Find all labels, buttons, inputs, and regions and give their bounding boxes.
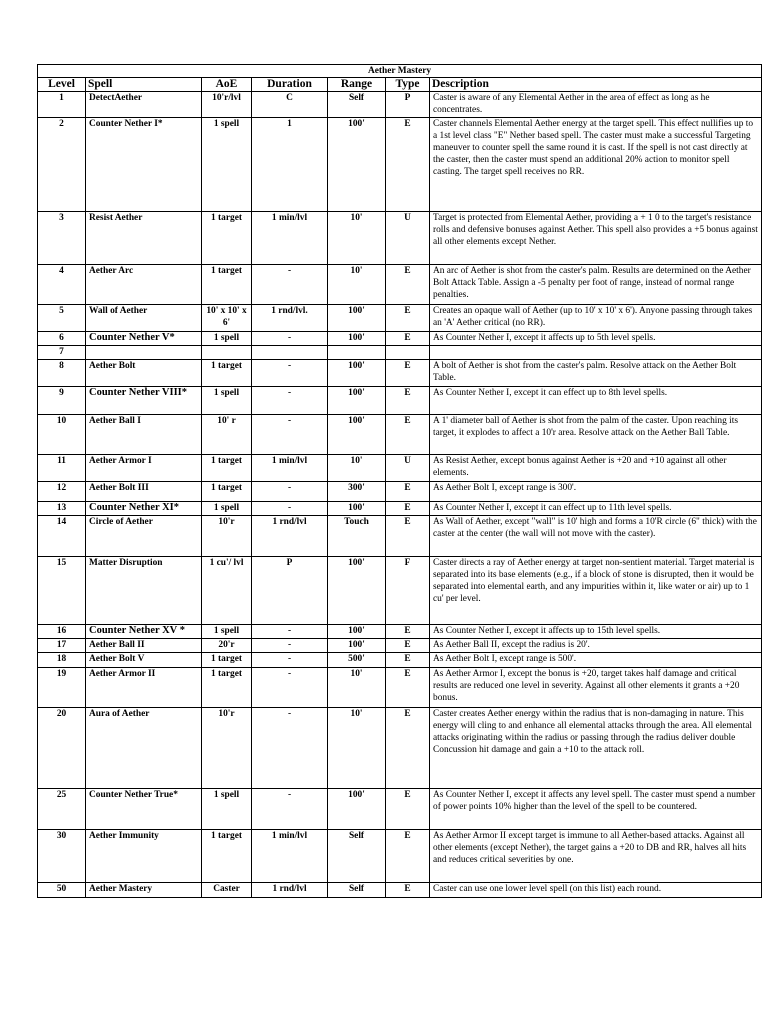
spell-name-cell: Aether Bolt V bbox=[86, 652, 202, 667]
type-cell: E bbox=[386, 624, 430, 638]
duration-cell: 1 bbox=[252, 117, 328, 211]
type-cell: P bbox=[386, 92, 430, 117]
type-cell: E bbox=[386, 481, 430, 501]
level-cell: 5 bbox=[38, 304, 86, 331]
description-cell: As Aether Armor II except target is immune to all Aether-based attacks. Against all other elements (except Nether), the target gains a +20 to DB and RR, halves all hits and reduces critical severities by one. bbox=[430, 829, 762, 882]
table-row bbox=[38, 331, 762, 345]
spell-name-cell: Counter Nether V* bbox=[86, 331, 202, 345]
spell-name-cell: Counter Nether XI* bbox=[86, 501, 202, 515]
aoe-cell: 1 spell bbox=[202, 501, 252, 515]
type-cell: E bbox=[386, 304, 430, 331]
table-row bbox=[38, 667, 762, 707]
range-cell: 100' bbox=[328, 117, 386, 211]
type-cell: E bbox=[386, 882, 430, 897]
type-cell: E bbox=[386, 707, 430, 788]
aoe-cell: 10' r bbox=[202, 414, 252, 454]
table-row bbox=[38, 788, 762, 829]
description-cell: As Counter Nether I, except it can effect up to 11th level spells. bbox=[430, 501, 762, 515]
aoe-cell: 1 target bbox=[202, 667, 252, 707]
range-cell: 100' bbox=[328, 386, 386, 414]
description-cell: As Aether Bolt I, except range is 500'. bbox=[430, 652, 762, 667]
table-row bbox=[38, 515, 762, 556]
description-cell: A 1' diameter ball of Aether is shot from the palm of the caster. Upon reaching its target, it explodes to affect a 10'r area. Resolve attack on the Aether Ball Table. bbox=[430, 414, 762, 454]
duration-cell: - bbox=[252, 667, 328, 707]
range-cell: 10' bbox=[328, 454, 386, 481]
description-cell: As Aether Armor I, except the bonus is +20, target takes half damage and critical results are reduced one level in severity. Against all other elements it grants a +20 bonus. bbox=[430, 667, 762, 707]
spell-name-cell: Aether Ball I bbox=[86, 414, 202, 454]
level-cell: 12 bbox=[38, 481, 86, 501]
duration-cell: 1 rnd/lvl bbox=[252, 882, 328, 897]
spell-name-cell: Aether Ball II bbox=[86, 638, 202, 652]
aoe-cell: 1 target bbox=[202, 652, 252, 667]
range-cell: Self bbox=[328, 882, 386, 897]
description-cell bbox=[430, 345, 762, 359]
header-spell: Spell bbox=[86, 78, 202, 92]
aoe-cell: 1 spell bbox=[202, 117, 252, 211]
table-row bbox=[38, 414, 762, 454]
spell-name-cell: Counter Nether VIII* bbox=[86, 386, 202, 414]
header-range: Range bbox=[328, 78, 386, 92]
level-cell: 15 bbox=[38, 556, 86, 624]
type-cell: E bbox=[386, 414, 430, 454]
spell-name-cell: Circle of Aether bbox=[86, 515, 202, 556]
spell-name-cell: Wall of Aether bbox=[86, 304, 202, 331]
level-cell: 19 bbox=[38, 667, 86, 707]
duration-cell: - bbox=[252, 264, 328, 304]
description-cell: As Counter Nether I, except it can effect up to 8th level spells. bbox=[430, 386, 762, 414]
spell-name-cell: Counter Nether True* bbox=[86, 788, 202, 829]
level-cell: 7 bbox=[38, 345, 86, 359]
type-cell: E bbox=[386, 331, 430, 345]
description-cell: As Aether Bolt I, except range is 300'. bbox=[430, 481, 762, 501]
table-row bbox=[38, 304, 762, 331]
range-cell: Touch bbox=[328, 515, 386, 556]
table-row bbox=[38, 829, 762, 882]
duration-cell: - bbox=[252, 331, 328, 345]
description-cell: As Counter Nether I, except it affects any level spell. The caster must spend a number of power points 10% higher than the level of the spell to be countered. bbox=[430, 788, 762, 829]
type-cell: U bbox=[386, 211, 430, 264]
range-cell: Self bbox=[328, 829, 386, 882]
level-cell: 18 bbox=[38, 652, 86, 667]
range-cell: 100' bbox=[328, 331, 386, 345]
range-cell: 100' bbox=[328, 359, 386, 386]
table-row bbox=[38, 501, 762, 515]
table-row bbox=[38, 638, 762, 652]
type-cell: F bbox=[386, 556, 430, 624]
range-cell bbox=[328, 345, 386, 359]
duration-cell: 1 rnd/lvl. bbox=[252, 304, 328, 331]
description-cell: As Counter Nether I, except it affects up to 15th level spells. bbox=[430, 624, 762, 638]
duration-cell: - bbox=[252, 359, 328, 386]
aoe-cell: 10' x 10' x 6' bbox=[202, 304, 252, 331]
range-cell: 100' bbox=[328, 556, 386, 624]
type-cell: E bbox=[386, 386, 430, 414]
description-cell: As Resist Aether, except bonus against Aether is +20 and +10 against all other elements. bbox=[430, 454, 762, 481]
type-cell: E bbox=[386, 829, 430, 882]
level-cell: 50 bbox=[38, 882, 86, 897]
level-cell: 16 bbox=[38, 624, 86, 638]
range-cell: 100' bbox=[328, 304, 386, 331]
type-cell: U bbox=[386, 454, 430, 481]
type-cell: E bbox=[386, 638, 430, 652]
spell-name-cell: Aura of Aether bbox=[86, 707, 202, 788]
type-cell: E bbox=[386, 788, 430, 829]
range-cell: 100' bbox=[328, 501, 386, 515]
aoe-cell: 10'r bbox=[202, 515, 252, 556]
type-cell: E bbox=[386, 117, 430, 211]
aoe-cell: 10'r bbox=[202, 707, 252, 788]
range-cell: 10' bbox=[328, 211, 386, 264]
table-row bbox=[38, 481, 762, 501]
range-cell: 10' bbox=[328, 707, 386, 788]
table-row bbox=[38, 454, 762, 481]
duration-cell: - bbox=[252, 414, 328, 454]
duration-cell: C bbox=[252, 92, 328, 117]
duration-cell: - bbox=[252, 638, 328, 652]
table-row bbox=[38, 707, 762, 788]
level-cell: 30 bbox=[38, 829, 86, 882]
range-cell: Self bbox=[328, 92, 386, 117]
description-cell: As Wall of Aether, except "wall" is 10' high and forms a 10'R circle (6" thick) with the caster at the center (the wall will not move with the caster). bbox=[430, 515, 762, 556]
range-cell: 100' bbox=[328, 788, 386, 829]
range-cell: 500' bbox=[328, 652, 386, 667]
level-cell: 14 bbox=[38, 515, 86, 556]
level-cell: 9 bbox=[38, 386, 86, 414]
aoe-cell: 1 target bbox=[202, 211, 252, 264]
table-row bbox=[38, 882, 762, 897]
description-cell: Caster directs a ray of Aether energy at target non-sentient material. Target material is separated into its base elements (e.g., if a block of stone is disrupted, then it would be separated into elemental earth, and any impurities within it, like water or air) up to 1 cu' per level. bbox=[430, 556, 762, 624]
level-cell: 6 bbox=[38, 331, 86, 345]
range-cell: 300' bbox=[328, 481, 386, 501]
header-row bbox=[38, 78, 762, 92]
duration-cell bbox=[252, 345, 328, 359]
duration-cell: 1 rnd/lvl bbox=[252, 515, 328, 556]
spell-name-cell: Resist Aether bbox=[86, 211, 202, 264]
type-cell bbox=[386, 345, 430, 359]
type-cell: E bbox=[386, 264, 430, 304]
spell-name-cell: Aether Armor I bbox=[86, 454, 202, 481]
spell-table bbox=[37, 64, 762, 898]
aoe-cell: 20'r bbox=[202, 638, 252, 652]
table-row bbox=[38, 92, 762, 117]
table-row bbox=[38, 556, 762, 624]
type-cell: E bbox=[386, 667, 430, 707]
description-cell: Caster is aware of any Elemental Aether in the area of effect as long as he concentrates. bbox=[430, 92, 762, 117]
aoe-cell: 1 target bbox=[202, 481, 252, 501]
level-cell: 2 bbox=[38, 117, 86, 211]
header-duration: Duration bbox=[252, 78, 328, 92]
level-cell: 3 bbox=[38, 211, 86, 264]
header-aoe: AoE bbox=[202, 78, 252, 92]
spell-name-cell: DetectAether bbox=[86, 92, 202, 117]
spell-name-cell: Counter Nether XV * bbox=[86, 624, 202, 638]
level-cell: 11 bbox=[38, 454, 86, 481]
aoe-cell bbox=[202, 345, 252, 359]
type-cell: E bbox=[386, 652, 430, 667]
table-row bbox=[38, 211, 762, 264]
type-cell: E bbox=[386, 515, 430, 556]
description-cell: Caster channels Elemental Aether energy at the target spell. This effect nullifies up to a 1st level class "E" Nether based spell. The caster must make a successful Targeting maneuver to counter spell the same round it is cast. If the spell is not cast directly at the caster, then the caster must spend an additional 20% action to monitor spell casting. The target spell receives no RR. bbox=[430, 117, 762, 211]
range-cell: 10' bbox=[328, 264, 386, 304]
description-cell: As Aether Ball II, except the radius is 20'. bbox=[430, 638, 762, 652]
description-cell: Caster can use one lower level spell (on this list) each round. bbox=[430, 882, 762, 897]
level-cell: 13 bbox=[38, 501, 86, 515]
description-cell: As Counter Nether I, except it affects up to 5th level spells. bbox=[430, 331, 762, 345]
level-cell: 25 bbox=[38, 788, 86, 829]
level-cell: 8 bbox=[38, 359, 86, 386]
level-cell: 10 bbox=[38, 414, 86, 454]
spell-name-cell: Counter Nether I* bbox=[86, 117, 202, 211]
aoe-cell: Caster bbox=[202, 882, 252, 897]
aoe-cell: 1 cu'/ lvl bbox=[202, 556, 252, 624]
duration-cell: 1 min/lvl bbox=[252, 211, 328, 264]
spell-name-cell: Aether Bolt bbox=[86, 359, 202, 386]
aoe-cell: 1 spell bbox=[202, 788, 252, 829]
spell-name-cell: Aether Armor II bbox=[86, 667, 202, 707]
aoe-cell: 1 spell bbox=[202, 386, 252, 414]
duration-cell: - bbox=[252, 501, 328, 515]
header-type: Type bbox=[386, 78, 430, 92]
table-row bbox=[38, 386, 762, 414]
table-row bbox=[38, 359, 762, 386]
duration-cell: - bbox=[252, 707, 328, 788]
description-cell: Creates an opaque wall of Aether (up to 10' x 10' x 6'). Anyone passing through takes an 'A' Aether critical (no RR). bbox=[430, 304, 762, 331]
page-title: Aether Mastery bbox=[38, 65, 762, 78]
table-row bbox=[38, 345, 762, 359]
header-level: Level bbox=[38, 78, 86, 92]
duration-cell: - bbox=[252, 481, 328, 501]
table-row bbox=[38, 652, 762, 667]
description-cell: Caster creates Aether energy within the radius that is non-damaging in nature. This energy will cling to and enhance all elemental attacks through the area. All elemental attacks originating within the radius or passing through the radius deliver double Concussion hit damage and gain a +10 to the attack roll. bbox=[430, 707, 762, 788]
aoe-cell: 1 spell bbox=[202, 331, 252, 345]
type-cell: E bbox=[386, 501, 430, 515]
spell-name-cell: Aether Arc bbox=[86, 264, 202, 304]
table-row bbox=[38, 264, 762, 304]
aoe-cell: 1 target bbox=[202, 264, 252, 304]
duration-cell: - bbox=[252, 788, 328, 829]
duration-cell: P bbox=[252, 556, 328, 624]
spell-name-cell: Aether Bolt III bbox=[86, 481, 202, 501]
aoe-cell: 1 spell bbox=[202, 624, 252, 638]
spell-name-cell: Matter Disruption bbox=[86, 556, 202, 624]
duration-cell: 1 min/lvl bbox=[252, 829, 328, 882]
duration-cell: - bbox=[252, 386, 328, 414]
level-cell: 20 bbox=[38, 707, 86, 788]
aoe-cell: 1 target bbox=[202, 454, 252, 481]
duration-cell: - bbox=[252, 624, 328, 638]
description-cell: Target is protected from Elemental Aether, providing a + 1 0 to the target's resistance rolls and defensive bonuses against Aether. This spell also provides a +5 bonus against all other elements except Nether. bbox=[430, 211, 762, 264]
range-cell: 10' bbox=[328, 667, 386, 707]
table-row bbox=[38, 117, 762, 211]
aoe-cell: 1 target bbox=[202, 829, 252, 882]
spell-name-cell: Aether Mastery bbox=[86, 882, 202, 897]
table-row bbox=[38, 624, 762, 638]
header-description: Description bbox=[430, 78, 762, 92]
range-cell: 100' bbox=[328, 414, 386, 454]
level-cell: 17 bbox=[38, 638, 86, 652]
range-cell: 100' bbox=[328, 638, 386, 652]
level-cell: 1 bbox=[38, 92, 86, 117]
description-cell: A bolt of Aether is shot from the caster's palm. Resolve attack on the Aether Bolt Table. bbox=[430, 359, 762, 386]
type-cell: E bbox=[386, 359, 430, 386]
description-cell: An arc of Aether is shot from the caster's palm. Results are determined on the Aether Bolt Attack Table. Assign a -5 penalty per foot of range, instead of normal range penalties. bbox=[430, 264, 762, 304]
duration-cell: - bbox=[252, 652, 328, 667]
spell-name-cell: Aether Immunity bbox=[86, 829, 202, 882]
aoe-cell: 10'r/lvl bbox=[202, 92, 252, 117]
spell-name-cell bbox=[86, 345, 202, 359]
level-cell: 4 bbox=[38, 264, 86, 304]
duration-cell: 1 min/lvl bbox=[252, 454, 328, 481]
range-cell: 100' bbox=[328, 624, 386, 638]
aoe-cell: 1 target bbox=[202, 359, 252, 386]
